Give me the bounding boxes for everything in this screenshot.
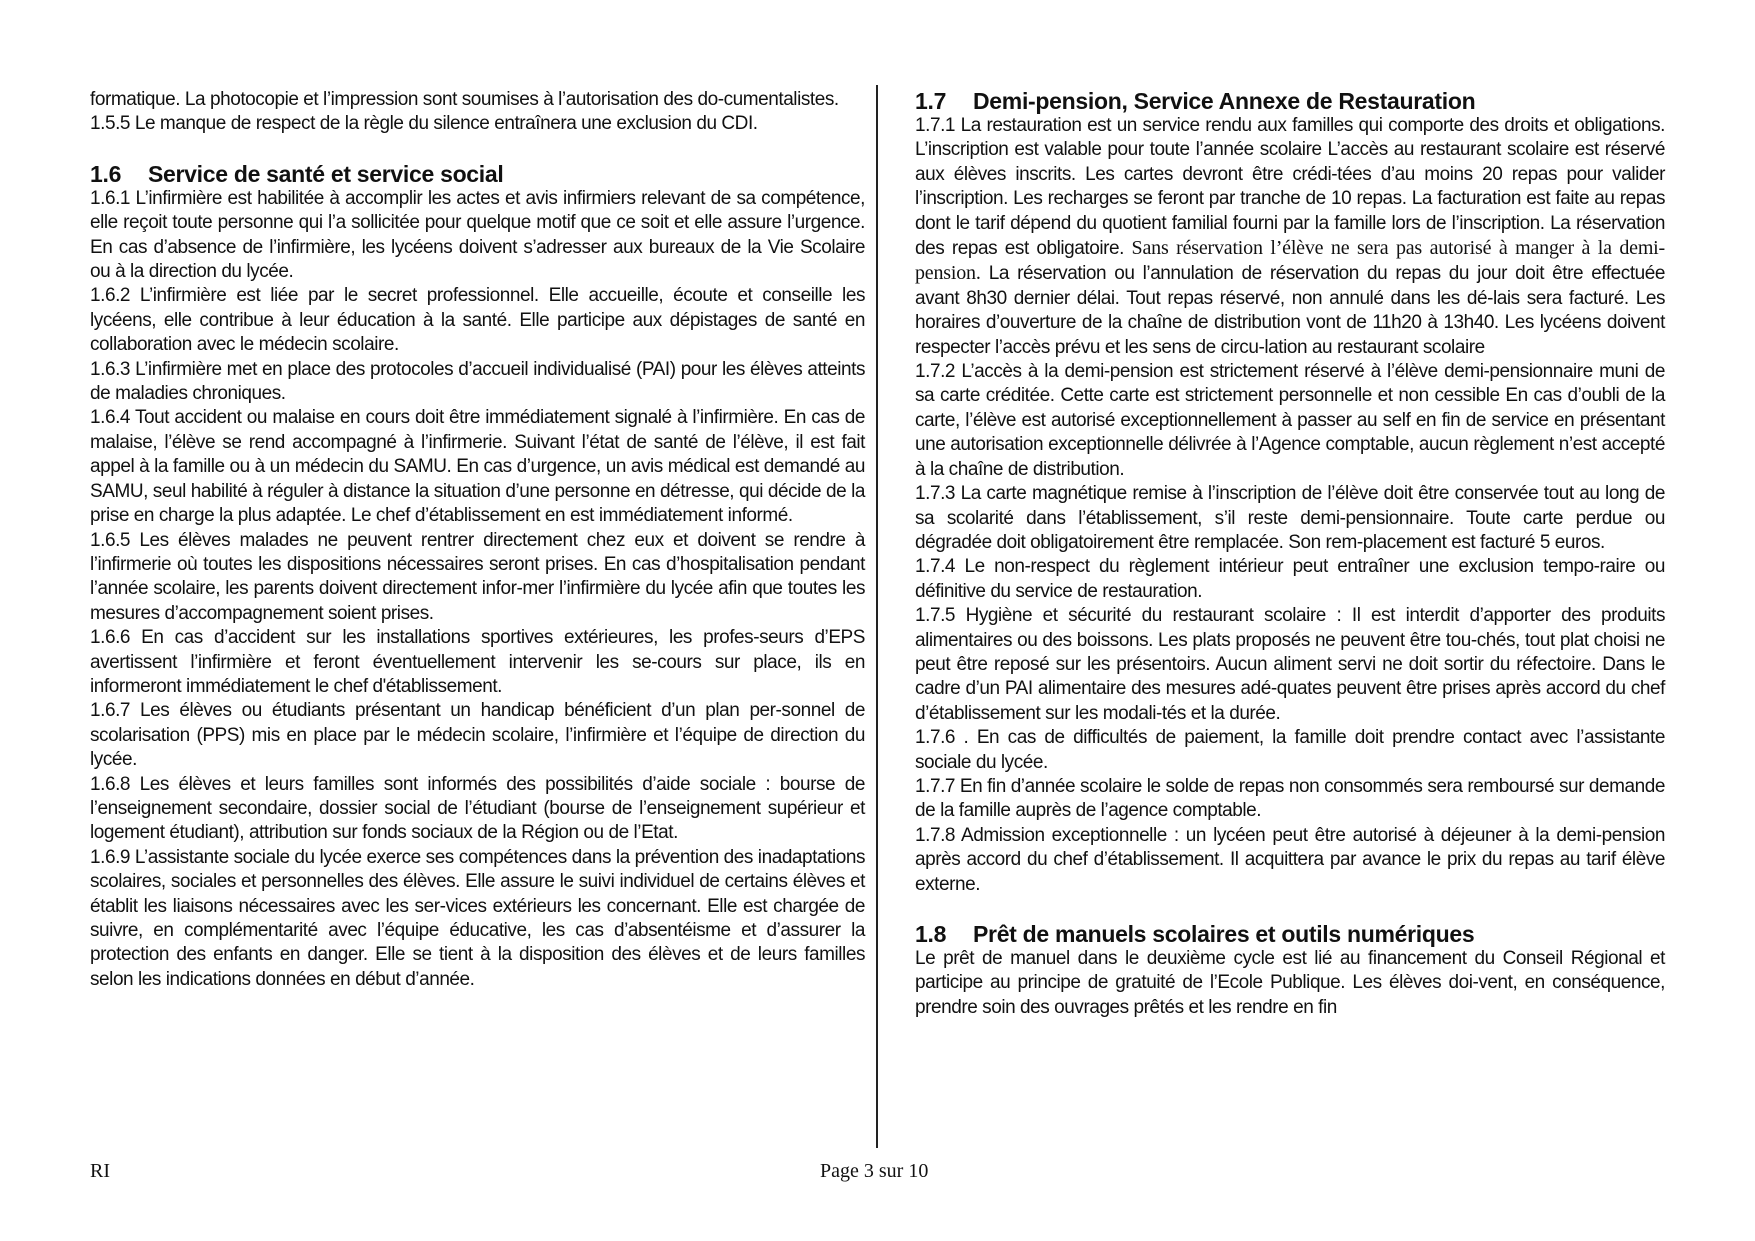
section-heading-1-7 [915, 88, 1665, 114]
paragraph-1-6-8: 1.6.8 Les élèves et leurs familles sont informés des possibilités d’aide sociale : bourse de l’enseignement secondaire, dossier social de l’étudiant (bourse de l’enseignement supérieur et logement étudiant), attribution sur fonds sociaux de la Région ou de l’Etat. [90, 773, 865, 844]
section-title: Prêt de manuels scolaires et outils numériques [973, 921, 1475, 947]
paragraph-1-6-4: 1.6.4 Tout accident ou malaise en cours doit être immédiatement signalé à l’infirmière. En cas de malaise, l’élève se rend accompagné à l’infirmerie. Suivant l’état de santé de l’élève, il est fait appel à la famille ou à un médecin du SAMU. En cas d’urgence, un avis médical est demandé au SAMU, seul habilité à réguler à distance la situation d’une personne en détresse, qui décide de la prise en charge la plus adaptée. Le chef d’établissement en est immédiatement informé. [90, 407, 865, 527]
section-number: 1.8 [915, 921, 947, 947]
paragraph-1-6-9: 1.6.9 L’assistante sociale du lycée exerce ses compétences dans la prévention des inadaptations scolaires, sociales et personnelles des élèves. Elle assure le suivi individuel de certains élèves et établit les liaisons nécessaires avec les ser-vices extérieurs les concernant. Elle est chargée de suivre, en complémentarité avec l’équipe éducative, les cas d’absentéisme et d’assurer la protection des enfants en danger. Elle se tient à la disposition des élèves et de leurs familles selon les indications données en début d’année. [90, 846, 865, 990]
column-divider [876, 85, 878, 1148]
paragraph-1-7-6: 1.7.6 . En cas de difficultés de paiement, la famille doit prendre contact avec l’assistante sociale du lycée. [915, 727, 1665, 773]
paragraph-1-7-8: 1.7.8 Admission exceptionnelle : un lycéen peut être autorisé à déjeuner à la demi-pension après accord du chef d’établissement. Il acquittera par avance le prix du repas au tarif élève externe. [915, 824, 1665, 895]
paragraph-1-7-3: 1.7.3 La carte magnétique remise à l’inscription de l’élève doit être conservée tout au long de sa scolarité dans l’établissement, s’il reste demi-pensionnaire. Toute carte perdue ou dégradée doit obligatoirement être remplacée. Son rem-placement est facturé 5 euros. [915, 483, 1665, 553]
paragraph-text: La réservation ou l’annulation de réservation du repas du jour doit être effectuée avant 8h30 dernier délai. Tout repas réservé, non annulé dans les dé-lais sera facturé. Les horaires d’ouverture de la chaîne de distribution vont de 11h20 à 13h40. Les lycéens doivent respecter l’accès prévu et les sens de circu-lation au restaurant scolaire [915, 263, 1665, 358]
section-number: 1.6 [90, 160, 122, 187]
paragraph-serif-text: Sans réservation l’élève ne sera pas autorisé à manger à la demi-pension. [915, 237, 1665, 285]
paragraph-1-6-6: 1.6.6 En cas d’accident sur les installations sportives extérieures, les profes-seurs d’EPS avertissent l’infirmière et feront éventuellement intervenir les se-cours sur place, ils en informeront immédiatement le chef d'établissement. [90, 627, 865, 697]
paragraph-1-7-5: 1.7.5 Hygiène et sécurité du restaurant scolaire : Il est interdit d’apporter des produits alimentaires ou des boissons. Les plats proposés ne peuvent être tou-chés, tout plat choisi ne peut être reposé sur les présentoirs. Aucun aliment servi ne doit sortir du réfectoire. Dans le cadre d’un PAI alimentaire des mesures adé-quates peuvent être prises après accord du chef d’établissement sur les modali-tés et la durée. [915, 605, 1665, 724]
paragraph-text: 1.7.1 La restauration est un service rendu aux familles qui comporte des droits et obligations. L’inscription est valable pour toute l’année scolaire L’accès au restaurant scolaire est réservé aux élèves inscrits. Les cartes devront être crédi-tées d’au moins 20 repas pour valider l’inscription. Les recharges se feront par tranche de 10 repas. La facturation est faite au repas dont le tarif dépend du quotient familial fourni par la famille lors de l’inscription. La réservation des repas est obligatoire. [915, 115, 1665, 260]
section-title: Demi-pension, Service Annexe de Restauration [973, 88, 1476, 114]
paragraph-1-7-2: 1.7.2 L’accès à la demi-pension est strictement réservé à l’élève demi-pensionnaire muni de sa carte créditée. Cette carte est strictement personnelle et non cessible En cas d’oubli de la carte, l’élève est autorisé exceptionnellement à passer au self en fin de service en présentant une autorisation exceptionnelle délivrée à l’Agence comptable, aucun règlement n’est accepté à la chaîne de distribution. [915, 361, 1665, 480]
intro-paragraph: formatique. La photocopie et l’impression sont soumises à l’autorisation des do-cumentalistes. [90, 89, 839, 110]
paragraph-1-6-1: 1.6.1 L’infirmière est habilitée à accomplir les actes et avis infirmiers relevant de sa compétence, elle reçoit toute personne qui l’a sollicitée pour quelque motif que ce soit et elle assure l’urgence. En cas d’absence de l’infirmière, les lycéens doivent s’adresser aux bureaux de la Vie Scolaire ou à la direction du lycée. [90, 187, 865, 283]
paragraph-1-7-7: 1.7.7 En fin d’année scolaire le solde de repas non consommés sera remboursé sur demande de la famille auprès de l’agence comptable. [915, 775, 1665, 822]
footer-doc-code: RI [90, 1160, 110, 1182]
section-number: 1.7 [915, 88, 947, 114]
left-column [90, 88, 865, 992]
paragraph-1-6-7: 1.6.7 Les élèves ou étudiants présentant un handicap bénéficient d’un plan per-sonnel de scolarisation (PPS) mis en place par le médecin scolaire, l’infirmière et l’équipe de direction du lycée. [90, 700, 865, 771]
section-heading-1-6 [90, 161, 865, 187]
paragraph-1-6-3: 1.6.3 L’infirmière met en place des protocoles d’accueil individualisé (PAI) pour les élèves atteints de maladies chroniques. [90, 358, 865, 405]
paragraph-1-8: Le prêt de manuel dans le deuxième cycle est lié au financement du Conseil Régional et participe au principe de gratuité de l’Ecole Publique. Les élèves doi-vent, en conséquence, prendre soin des ouvrages prêtés et les rendre en fin [915, 948, 1665, 1018]
paragraph-1-7-1 [915, 114, 1665, 360]
paragraph-1-5-5: 1.5.5 Le manque de respect de la règle du silence entraînera une exclusion du CDI. [90, 113, 758, 135]
page-number: Page 3 sur 10 [820, 1160, 929, 1182]
section-heading-1-8 [915, 921, 1665, 947]
paragraph-1-6-5: 1.6.5 Les élèves malades ne peuvent rentrer directement chez eux et doivent se rendre à l’infirmerie où toutes les dispositions nécessaires seront prises. En cas d’hospitalisation pendant l’année scolaire, les parents doivent directement infor-mer l’infirmière du lycée afin que toutes les mesures d’accompagnement soient prises. [90, 529, 865, 624]
paragraph-1-7-4: 1.7.4 Le non-respect du règlement intérieur peut entraîner une exclusion tempo-raire ou définitive du service de restauration. [915, 556, 1665, 602]
section-title: Service de santé et service social [148, 160, 504, 187]
right-column [915, 88, 1665, 1020]
paragraph-1-6-2: 1.6.2 L’infirmière est liée par le secret professionnel. Elle accueille, écoute et conseille les lycéens, elle contribue à leur éducation à la santé. Elle participe aux dépistages de santé en collaboration avec le médecin scolaire. [90, 285, 865, 356]
